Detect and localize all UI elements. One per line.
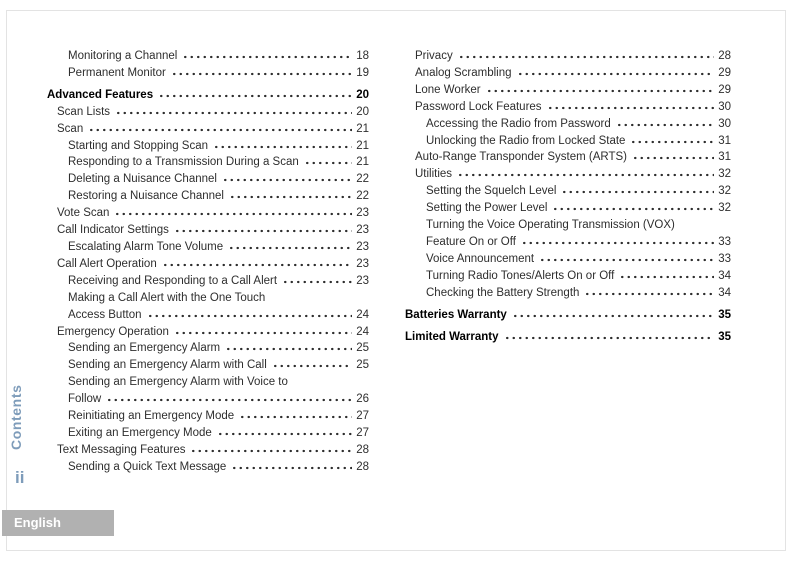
toc-entry-page: 33	[718, 252, 731, 265]
toc-entry-title: Analog Scrambling	[415, 66, 512, 79]
dot-leader	[162, 257, 352, 267]
toc-entry	[405, 200, 731, 217]
toc-entry	[47, 104, 369, 121]
toc-entry-page: 23	[356, 240, 369, 253]
toc-entry-page: 28	[718, 50, 731, 62]
toc-entry-page: 32	[718, 185, 731, 198]
toc-entry-page: 21	[356, 139, 369, 152]
toc-entry-title: Responding to a Transmission During a Scan	[68, 156, 299, 169]
dot-leader	[616, 117, 714, 127]
toc-entry	[405, 307, 731, 324]
dot-leader	[115, 105, 352, 115]
toc-entry-title: Limited Warranty	[405, 330, 499, 343]
dot-leader	[171, 66, 352, 76]
dot-leader	[512, 308, 714, 318]
toc-entry-title: Call Indicator Settings	[57, 224, 169, 237]
toc-entry	[47, 222, 369, 239]
toc-entry-title: Sending an Emergency Alarm with Voice to	[68, 376, 288, 389]
toc-entry	[47, 87, 369, 104]
toc-column-right	[405, 48, 731, 345]
toc-entry	[405, 65, 731, 82]
toc-entry-page: 21	[356, 156, 369, 169]
toc-entry-page: 19	[356, 66, 369, 79]
dot-leader	[584, 286, 714, 296]
dot-leader	[282, 274, 352, 284]
toc-entry	[47, 154, 369, 171]
dot-leader	[561, 184, 714, 194]
toc-entry-title: Reinitiating an Emergency Mode	[68, 410, 235, 423]
toc-entry-page: 20	[356, 88, 369, 101]
toc-entry	[47, 121, 369, 138]
toc-entry-title: Sending a Quick Text Message	[68, 460, 227, 473]
toc-entry-page: 29	[718, 66, 731, 79]
toc-entry-title: Sending an Emergency Alarm	[68, 342, 221, 355]
toc-entry	[405, 149, 731, 166]
toc-entry	[405, 234, 731, 251]
dot-leader	[504, 330, 715, 340]
toc-entry	[47, 459, 369, 476]
toc-entry	[47, 425, 369, 442]
toc-entry-page: 24	[356, 308, 369, 321]
toc-entry-title: Turning the Voice Operating Transmission (VOX)	[426, 219, 675, 232]
toc-entry-page: 23	[356, 257, 369, 270]
toc-entry-title: Voice Announcement	[426, 252, 535, 265]
toc-entry	[47, 138, 369, 155]
toc-entry	[47, 340, 369, 357]
dot-leader	[190, 443, 352, 453]
dot-leader	[458, 49, 715, 59]
toc-entry-title: Emergency Operation	[57, 325, 169, 338]
toc-entry-title: Restoring a Nuisance Channel	[68, 190, 224, 203]
toc-entry-page: 33	[718, 235, 731, 248]
toc-entry-page: 31	[718, 134, 731, 147]
toc-entry	[47, 408, 369, 425]
toc-entry-title: Password Lock Features	[415, 100, 542, 113]
toc-entry-page: 23	[356, 224, 369, 237]
toc-entry-page: 32	[718, 202, 731, 215]
toc-entry	[47, 374, 369, 391]
dot-leader	[228, 240, 352, 250]
toc-entry-page: 24	[356, 325, 369, 338]
toc-entry-page: 34	[718, 269, 731, 282]
toc-entry-title: Lone Worker	[415, 83, 481, 96]
toc-entry	[47, 290, 369, 307]
toc-entry-title: Making a Call Alert with the One Touch	[68, 291, 266, 304]
dot-leader	[630, 134, 714, 144]
toc-entry-title: Deleting a Nuisance Channel	[68, 173, 217, 186]
toc-entry-title: Exiting an Emergency Mode	[68, 426, 212, 439]
toc-entry	[405, 116, 731, 133]
toc-entry-page: 34	[718, 286, 731, 299]
dot-leader	[619, 269, 714, 279]
toc-entry-title: Permanent Monitor	[68, 66, 166, 79]
dot-leader	[114, 206, 352, 216]
toc-entry-title: Accessing the Radio from Password	[426, 117, 611, 130]
toc-entry-page: 32	[718, 168, 731, 181]
toc-entry-page: 30	[718, 100, 731, 113]
toc-column-left	[47, 48, 369, 476]
toc-entry	[47, 442, 369, 459]
dot-leader	[174, 325, 352, 335]
toc-entry	[47, 65, 369, 82]
toc-entry	[47, 48, 369, 65]
toc-entry	[47, 205, 369, 222]
toc-entry-title: Monitoring a Channel	[68, 50, 178, 62]
toc-entry-title: Access Button	[68, 308, 142, 321]
dot-leader	[239, 409, 352, 419]
toc-entry	[405, 99, 731, 116]
dot-leader	[521, 235, 714, 245]
toc-entry-page: 29	[718, 83, 731, 96]
toc-entry-title: Text Messaging Features	[57, 443, 186, 456]
toc-entry-page: 25	[356, 359, 369, 372]
toc-entry-page: 31	[718, 151, 731, 164]
toc-entry	[405, 133, 731, 150]
dot-leader	[106, 392, 352, 402]
toc-entry-title: Scan Lists	[57, 105, 111, 118]
dot-leader	[147, 308, 353, 318]
toc-entry	[405, 285, 731, 302]
toc-entry-title: Sending an Emergency Alarm with Call	[68, 359, 267, 372]
dot-leader	[229, 189, 352, 199]
toc-entry	[405, 183, 731, 200]
toc-entry-title: Auto-Range Transponder System (ARTS)	[415, 151, 627, 164]
toc-entry-page: 27	[356, 426, 369, 439]
toc-entry-title: Follow	[68, 393, 102, 406]
toc-entry-title: Receiving and Responding to a Call Alert	[68, 274, 278, 287]
toc-entry	[405, 268, 731, 285]
toc-entry-page: 22	[356, 190, 369, 203]
dot-leader	[486, 83, 715, 93]
toc-entry-title: Feature On or Off	[426, 235, 516, 248]
toc-entry	[47, 357, 369, 374]
language-footer: English	[2, 510, 114, 536]
toc-entry-title: Escalating Alarm Tone Volume	[68, 240, 224, 253]
dot-leader	[457, 167, 714, 177]
toc-entry	[405, 251, 731, 268]
toc-entry	[47, 391, 369, 408]
dot-leader	[632, 150, 714, 160]
toc-entry	[47, 273, 369, 290]
toc-entry-page: 26	[356, 393, 369, 406]
toc-entry	[47, 171, 369, 188]
toc-entry-title: Call Alert Operation	[57, 257, 157, 270]
toc-entry-page: 27	[356, 410, 369, 423]
dot-leader	[182, 49, 352, 59]
toc-entry-title: Setting the Squelch Level	[426, 185, 557, 198]
toc-entry	[47, 188, 369, 205]
dot-leader	[158, 88, 352, 98]
dot-leader	[222, 172, 352, 182]
dot-leader	[213, 139, 352, 149]
toc-entry-title: Checking the Battery Strength	[426, 286, 580, 299]
toc-entry	[405, 48, 731, 65]
toc-entry-title: Scan	[57, 122, 84, 135]
toc-entry-page: 22	[356, 173, 369, 186]
toc-entry-page: 18	[356, 50, 369, 62]
dot-leader	[225, 341, 352, 351]
dot-leader	[547, 100, 715, 110]
dot-leader	[539, 252, 714, 262]
dot-leader	[517, 66, 715, 76]
toc-entry-page: 25	[356, 342, 369, 355]
toc-entry	[405, 329, 731, 346]
toc-entry-title: Turning Radio Tones/Alerts On or Off	[426, 269, 615, 282]
toc-entry-title: Batteries Warranty	[405, 308, 507, 321]
toc-entry	[405, 166, 731, 183]
toc-entry-page: 28	[356, 460, 369, 473]
toc-entry-title: Advanced Features	[47, 88, 154, 101]
toc-entry-title: Privacy	[415, 50, 453, 62]
toc-entry	[47, 256, 369, 273]
toc-entry-title: Utilities	[415, 168, 453, 181]
toc-entry-title: Vote Scan	[57, 207, 110, 220]
contents-sidebar-label: Contents	[8, 384, 24, 450]
toc-entry-title: Setting the Power Level	[426, 202, 548, 215]
toc-entry	[405, 217, 731, 234]
toc-entry-page: 20	[356, 105, 369, 118]
toc-entry	[47, 324, 369, 341]
dot-leader	[174, 223, 352, 233]
toc-entry-page: 35	[718, 308, 731, 321]
toc-entry-page: 23	[356, 207, 369, 220]
toc-entry-title: Starting and Stopping Scan	[68, 139, 209, 152]
dot-leader	[217, 426, 352, 436]
toc-entry	[47, 307, 369, 324]
toc-entry-page: 35	[718, 330, 731, 343]
toc-entry-page: 28	[356, 443, 369, 456]
page-number: ii	[15, 468, 25, 487]
dot-leader	[304, 155, 352, 165]
toc-entry-title: Unlocking the Radio from Locked State	[426, 134, 626, 147]
toc-entry	[47, 239, 369, 256]
dot-leader	[88, 122, 352, 132]
dot-leader	[272, 358, 352, 368]
toc-entry-page: 21	[356, 122, 369, 135]
dot-leader	[552, 201, 714, 211]
toc-entry-page: 23	[356, 274, 369, 287]
dot-leader	[231, 460, 352, 470]
toc-entry-page: 30	[718, 117, 731, 130]
toc-entry	[405, 82, 731, 99]
